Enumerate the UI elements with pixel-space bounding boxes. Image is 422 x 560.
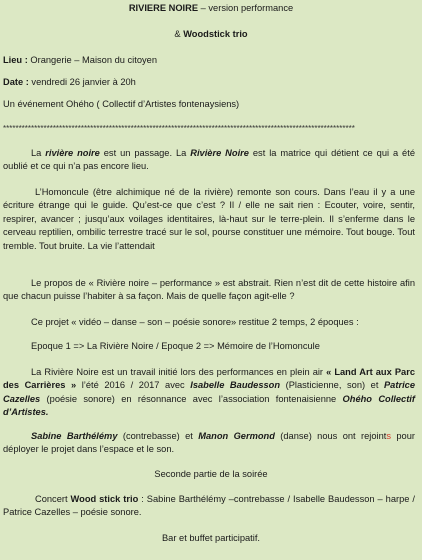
concert-text-c: : Sabine Barthélémy –contrebasse / Isabelle Baudesson – harpe / Patrice Cazelles – poésie sonore. bbox=[3, 494, 415, 518]
second-part-heading: Seconde partie de la soirée bbox=[154, 469, 268, 479]
paragraph-4: Ce projet « vidéo – danse – son – poésie sonore» restitue 2 temps, 2 époques : bbox=[31, 317, 359, 327]
title-rest: – version performance bbox=[198, 3, 294, 13]
paragraph-7 bbox=[3, 430, 415, 457]
paragraph-1 bbox=[3, 147, 415, 174]
p7-text-b: (contrebasse) et bbox=[117, 431, 199, 441]
lieu-value: Orangerie – Maison du citoyen bbox=[27, 55, 157, 65]
p6-land-art: « Land Art aux Parc des Carrières » bbox=[3, 367, 415, 391]
p7-text-f: pour déployer le projet dans l’espace et le son. bbox=[3, 431, 415, 455]
date-value: vendredi 26 janvier à 20h bbox=[28, 77, 136, 87]
p1-text-a: La bbox=[31, 148, 46, 158]
p1-text-c: est un passage. La bbox=[99, 148, 191, 158]
p6-text-c: l’été 2016 / 2017 avec bbox=[76, 380, 191, 391]
concert-band: Wood stick trio bbox=[70, 494, 139, 504]
p1-riviere-noire-2: Rivière Noire bbox=[190, 148, 249, 158]
lieu-line bbox=[3, 54, 157, 67]
p6-ohého: Ohého Collectif d’Artistes. bbox=[3, 393, 415, 418]
paragraph-3: Le propos de « Rivière noire – performance » est abstrait. Rien n’est dit de cette histoire afin que chacun puisse l’habiter à sa façon. Mais de quelle façon agit-elle ? bbox=[3, 278, 415, 302]
subtitle-amp: & bbox=[174, 29, 184, 39]
buffet-line: Bar et buffet participatif. bbox=[161, 533, 261, 543]
p6-isabelle: Isabelle Baudesson bbox=[190, 380, 281, 391]
document-title bbox=[0, 2, 422, 15]
paragraph-5: Epoque 1 => La Rivière Noire / Epoque 2 => Mémoire de l’Homoncule bbox=[31, 341, 320, 351]
p6-patrice: Patrice Cazelles bbox=[3, 380, 415, 404]
p7-manon: Manon Germond bbox=[198, 431, 275, 441]
subtitle-bold: Woodstick trio bbox=[183, 29, 248, 39]
p6-text-a: La Rivière Noire est un travail initié lors des performances en plein air bbox=[31, 367, 327, 377]
p7-sabine: Sabine Barthélémy bbox=[31, 431, 118, 441]
concert-text-a: Concert bbox=[35, 494, 71, 504]
event-line: Un événement Ohého ( Collectif d’Artistes fontenaysiens) bbox=[3, 99, 240, 109]
title-bold: RIVIERE NOIRE bbox=[128, 3, 199, 13]
document-subtitle bbox=[0, 28, 422, 41]
paragraph-2: L’Homoncule (être alchimique né de la rivière) remonte son cours. Dans l’eau il y a une écriture étrange qui le guide. Qu’est-ce que c’est ? Il / elle ne sait rien : Ecouter, voire, sentir, respirer, avancer ; jusqu’aux voilages identitaires, là-haut sur le terre-plein. Il s’enferme dans le cerveau reptilien, ombilic terrestre tracé sur le sol, pourse constituer une mémoire. Tout bouge. Tout tremble. Tout bruite. La vie l’attendait bbox=[3, 187, 415, 251]
p6-text-e: (Plasticienne, son) et bbox=[280, 380, 384, 391]
date-label: Date : bbox=[3, 77, 29, 87]
lieu-label: Lieu : bbox=[3, 55, 28, 65]
p6-text-g: (poésie sonore) en résonnance avec l’association fontenaisienne bbox=[40, 393, 343, 404]
concert-paragraph bbox=[3, 493, 415, 520]
p7-text-d: (danse) nous ont rejoint bbox=[274, 431, 387, 441]
p7-correction-s: s bbox=[386, 431, 391, 441]
p1-text-e: est la matrice qui détient ce qui a été oublié et ce qui n’a pas encore lieu. bbox=[3, 148, 415, 172]
date-line bbox=[3, 76, 136, 89]
paragraph-6 bbox=[3, 366, 415, 420]
separator-line: ***************************************************************************************************************** bbox=[3, 124, 355, 133]
p1-riviere-noire: rivière noire bbox=[45, 148, 100, 158]
